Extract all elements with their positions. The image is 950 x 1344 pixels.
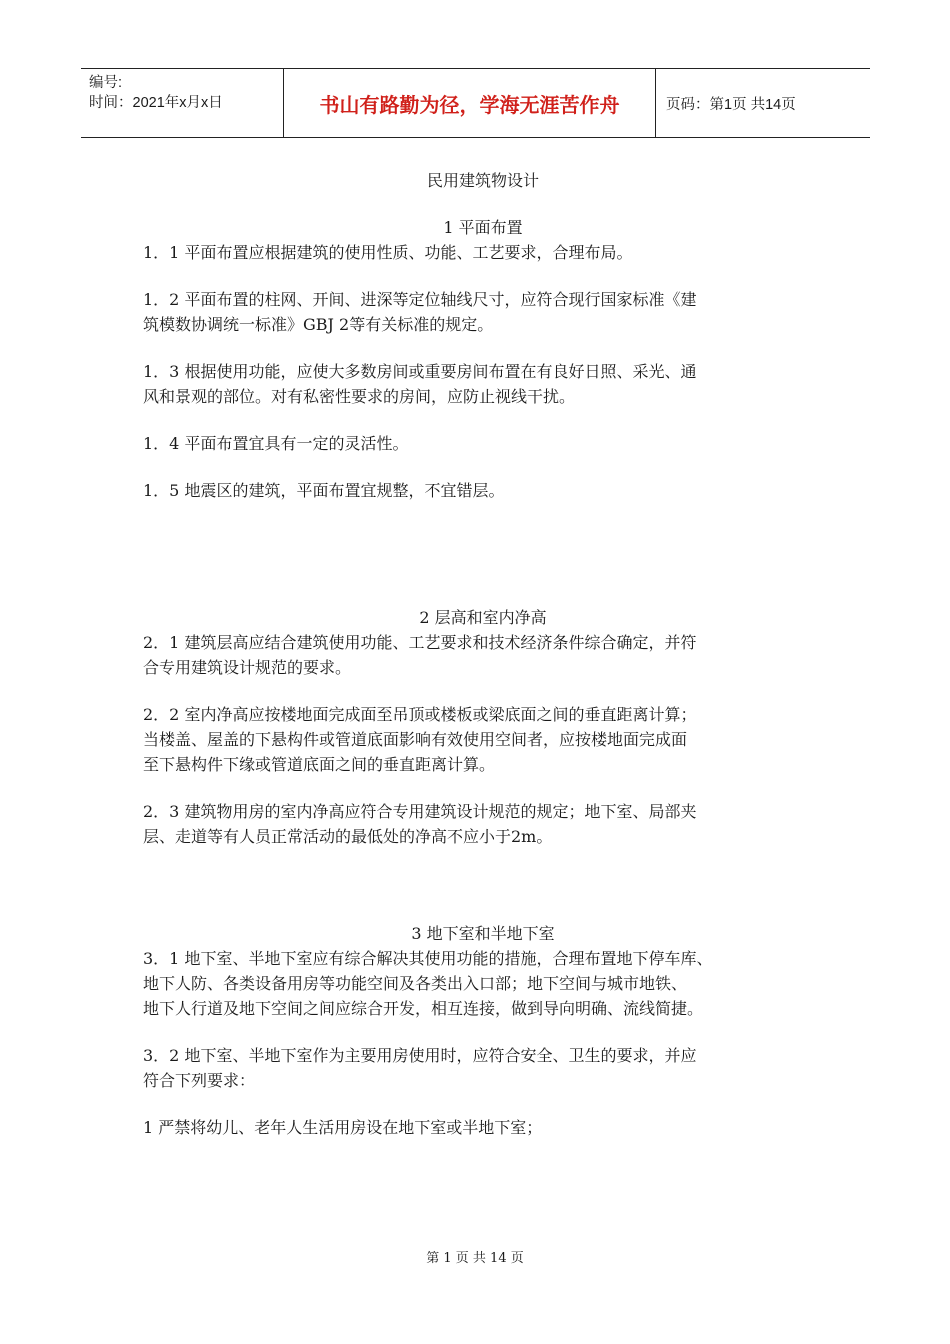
section-heading-3: 3 地下室和半地下室 — [411, 924, 555, 943]
text-line: 筑模数协调统一标准》GBJ 2等有关标准的规定。 — [143, 315, 494, 334]
text-line: 2．2 室内净高应按楼地面完成面至吊顶或楼板或梁底面之间的垂直距离计算； — [143, 705, 697, 724]
page-footer: 第 1 页 共 14 页 — [426, 1251, 524, 1266]
paragraph-1-3 — [143, 359, 823, 409]
paragraph-1-4 — [143, 431, 823, 456]
header-page-info: 页码：第1页 共14页 — [666, 96, 796, 113]
paragraph-3-1 — [143, 946, 823, 1021]
paragraph-1-2 — [143, 287, 823, 337]
text-line: 符合下列要求： — [143, 1071, 256, 1090]
text-line: 3．1 地下室、半地下室应有综合解决其使用功能的措施，合理布置地下停车库、 — [143, 949, 713, 968]
text-line: 风和景观的部位。对有私密性要求的房间，应防止视线干扰。 — [143, 387, 576, 406]
text-line: 1．3 根据使用功能，应使大多数房间或重要房间布置在有良好日照、采光、通 — [143, 362, 697, 381]
document-title: 民用建筑物设计 — [426, 171, 539, 190]
paragraph-1-1 — [143, 240, 823, 265]
text-line: 2．1 建筑层高应结合建筑使用功能、工艺要求和技术经济条件综合确定，并符 — [143, 633, 697, 652]
text-line: 至下悬构件下缘或管道底面之间的垂直距离计算。 — [143, 755, 496, 774]
text-line: 1．4 平面布置宜具有一定的灵活性。 — [143, 434, 409, 453]
page-header — [81, 68, 870, 138]
document-body — [143, 168, 823, 1140]
text-line: 层、走道等有人员正常活动的最低处的净高不应小于2m。 — [143, 827, 553, 846]
text-line: 地下人防、各类设备用房等功能空间及各类出入口部；地下空间与城市地铁、 — [143, 974, 688, 993]
text-line: 1．2 平面布置的柱网、开间、进深等定位轴线尺寸，应符合现行国家标准《建 — [143, 290, 697, 309]
text-line: 合专用建筑设计规范的要求。 — [143, 658, 352, 677]
paragraph-1-5 — [143, 478, 823, 503]
header-motto: 书山有路勤为径，学海无涯苦作舟 — [283, 69, 656, 137]
paragraph-2-2 — [143, 702, 823, 777]
paragraph-2-3 — [143, 799, 823, 849]
paragraph-3-2-1 — [143, 1115, 823, 1140]
text-line: 2．3 建筑物用房的室内净高应符合专用建筑设计规范的规定；地下室、局部夹 — [143, 802, 697, 821]
header-meta — [81, 69, 283, 137]
section-heading-2: 2 层高和室内净高 — [419, 608, 547, 627]
text-line: 1 严禁将幼儿、老年人生活用房设在地下室或半地下室； — [143, 1118, 543, 1137]
section-heading-1: 1 平面布置 — [443, 218, 523, 237]
text-line: 1．5 地震区的建筑，平面布置宜规整，不宜错层。 — [143, 481, 505, 500]
time-label: 时间：2021年x月x日 — [89, 95, 223, 111]
number-label: 编号: — [89, 75, 123, 91]
paragraph-3-2 — [143, 1043, 823, 1093]
text-line: 1．1 平面布置应根据建筑的使用性质、功能、工艺要求，合理布局。 — [143, 243, 633, 262]
text-line: 地下人行道及地下空间之间应综合开发，相互连接，做到导向明确、流线简捷。 — [143, 999, 704, 1018]
text-line: 当楼盖、屋盖的下悬构件或管道底面影响有效使用空间者，应按楼地面完成面 — [143, 730, 688, 749]
text-line: 3．2 地下室、半地下室作为主要用房使用时，应符合安全、卫生的要求，并应 — [143, 1046, 697, 1065]
paragraph-2-1 — [143, 630, 823, 680]
